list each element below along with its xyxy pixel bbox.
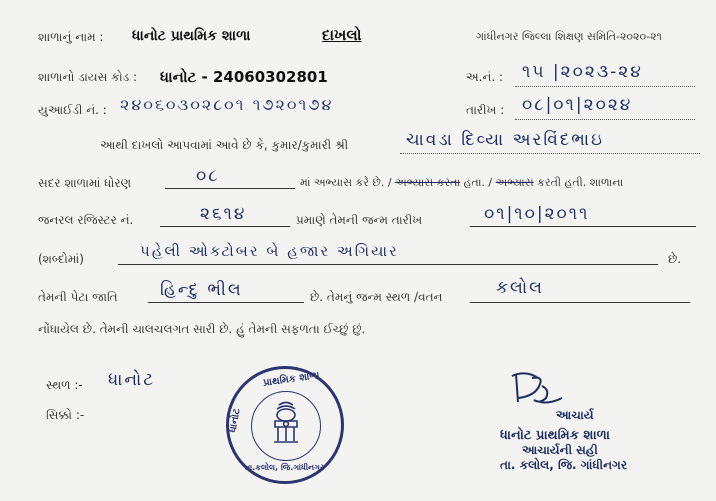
register-label: જનરલ રજિસ્ટર નં. bbox=[38, 213, 134, 227]
school-stamp bbox=[226, 366, 344, 484]
dise-code-label: શાળાનો ડાયસ કોડ : bbox=[38, 70, 138, 84]
caste-label: તેમની પેટા જાતિ bbox=[38, 290, 118, 304]
school-name: ધાનોટ પ્રાથમિક શાળા bbox=[132, 28, 251, 44]
birthplace-value: કલોલ bbox=[496, 278, 544, 298]
student-name-line bbox=[400, 153, 700, 154]
studying-struck-2: અભ્યાસ bbox=[495, 176, 534, 189]
place-value: ધાનોટ bbox=[108, 370, 156, 390]
stamp-left-text: ધાનોટ bbox=[227, 407, 243, 434]
place-label: સ્થળ :- bbox=[46, 378, 83, 392]
conduct-text: નોંધાયેલ છે. તેમની ચાલચલગત સારી છે. હું તેમની સફળતા ઈચ્છું છું. bbox=[38, 322, 366, 336]
principal-title: આચાર્ય bbox=[556, 408, 594, 422]
register-line bbox=[160, 226, 290, 227]
birthplace-label: છે. તેમનું જન્મ સ્થળ /વતન bbox=[310, 290, 443, 304]
uid-value: ૨૪૦૬૦૩૦૨૮૦૧ ૧૭૨૦૧૭૪ bbox=[120, 95, 334, 114]
studying-suffix: કરતી હતી. શાળાના bbox=[537, 176, 624, 189]
ashoka-emblem-icon bbox=[261, 399, 311, 451]
standard-value: ૦૮ bbox=[196, 166, 220, 186]
stamp-top-text: પ્રાથમિક શાળા bbox=[262, 370, 321, 389]
words-suffix: છે. bbox=[668, 252, 682, 266]
date-line bbox=[515, 119, 695, 120]
serial-no-value: ૧૫ |૨૦૨૩-૨૪ bbox=[522, 62, 643, 82]
birth-date-line bbox=[470, 226, 696, 227]
date-label: તારીખ : bbox=[466, 103, 505, 117]
document-title: દાખલો bbox=[322, 26, 362, 44]
studying-text bbox=[300, 176, 623, 190]
date-value: ૦૮|૦૧|૨૦૨૪ bbox=[522, 95, 633, 115]
signature-label: આચાર્યની સહી bbox=[522, 443, 598, 457]
birth-words-line bbox=[118, 264, 658, 265]
serial-no-line bbox=[515, 86, 695, 87]
caste-value: હિન્દુ ભીલ bbox=[160, 280, 243, 300]
birth-date-label: પ્રમાણે તેમની જન્મ તારીખ bbox=[296, 213, 423, 227]
signature-school: ધાનોટ પ્રાથમિક શાળા bbox=[500, 428, 610, 443]
dise-code-value: ધાનોટ - 24060302801 bbox=[160, 68, 328, 86]
birthplace-line bbox=[470, 302, 690, 303]
studying-middle: માં અભ્યાસ કરે છે. / bbox=[300, 176, 392, 189]
seal-label: સિક્કો :- bbox=[46, 408, 85, 422]
signature-address: તા. કલોલ, જિ. ગાંધીનગર bbox=[500, 458, 628, 472]
words-label: (શબ્દોમાં) bbox=[38, 252, 84, 266]
birth-date-value: ૦૧|૧૦|૨૦૧૧ bbox=[484, 204, 590, 224]
standard-prefix: સદર શાળામાં ધોરણ bbox=[38, 176, 132, 190]
committee-name: ગાંધીનગર જિલ્લા શિક્ષણ સમિતિ-૨૦૨૦-૨૧ bbox=[476, 30, 662, 43]
certify-text: આથી દાખલો આપવામાં આવે છે કે, કુમાર/કુમારી શ્રી bbox=[100, 138, 349, 152]
caste-line bbox=[148, 302, 304, 303]
register-no: ૨૬૧૪ bbox=[200, 204, 247, 224]
stamp-bottom-text: તા.કલોલ, જિ.ગાંધીનગર bbox=[245, 463, 325, 472]
uid-label: યુઆઈડી નં. : bbox=[38, 103, 107, 117]
birth-date-words: પહેલી ઓક્ટોબર બે હજાર અગિયાર bbox=[140, 242, 399, 260]
standard-line bbox=[165, 188, 295, 189]
student-name: ચાવડા દિવ્યા અરવિંદભાઇ bbox=[406, 130, 604, 150]
studying-struck-1: અભ્યાસ કરતા bbox=[395, 176, 461, 189]
studying-mid-2: હતા. / bbox=[463, 176, 493, 189]
school-name-label: શાળાનું નામ : bbox=[38, 30, 104, 44]
signature-scribble-icon bbox=[506, 368, 570, 410]
serial-no-label: અ.નં. : bbox=[466, 70, 504, 84]
